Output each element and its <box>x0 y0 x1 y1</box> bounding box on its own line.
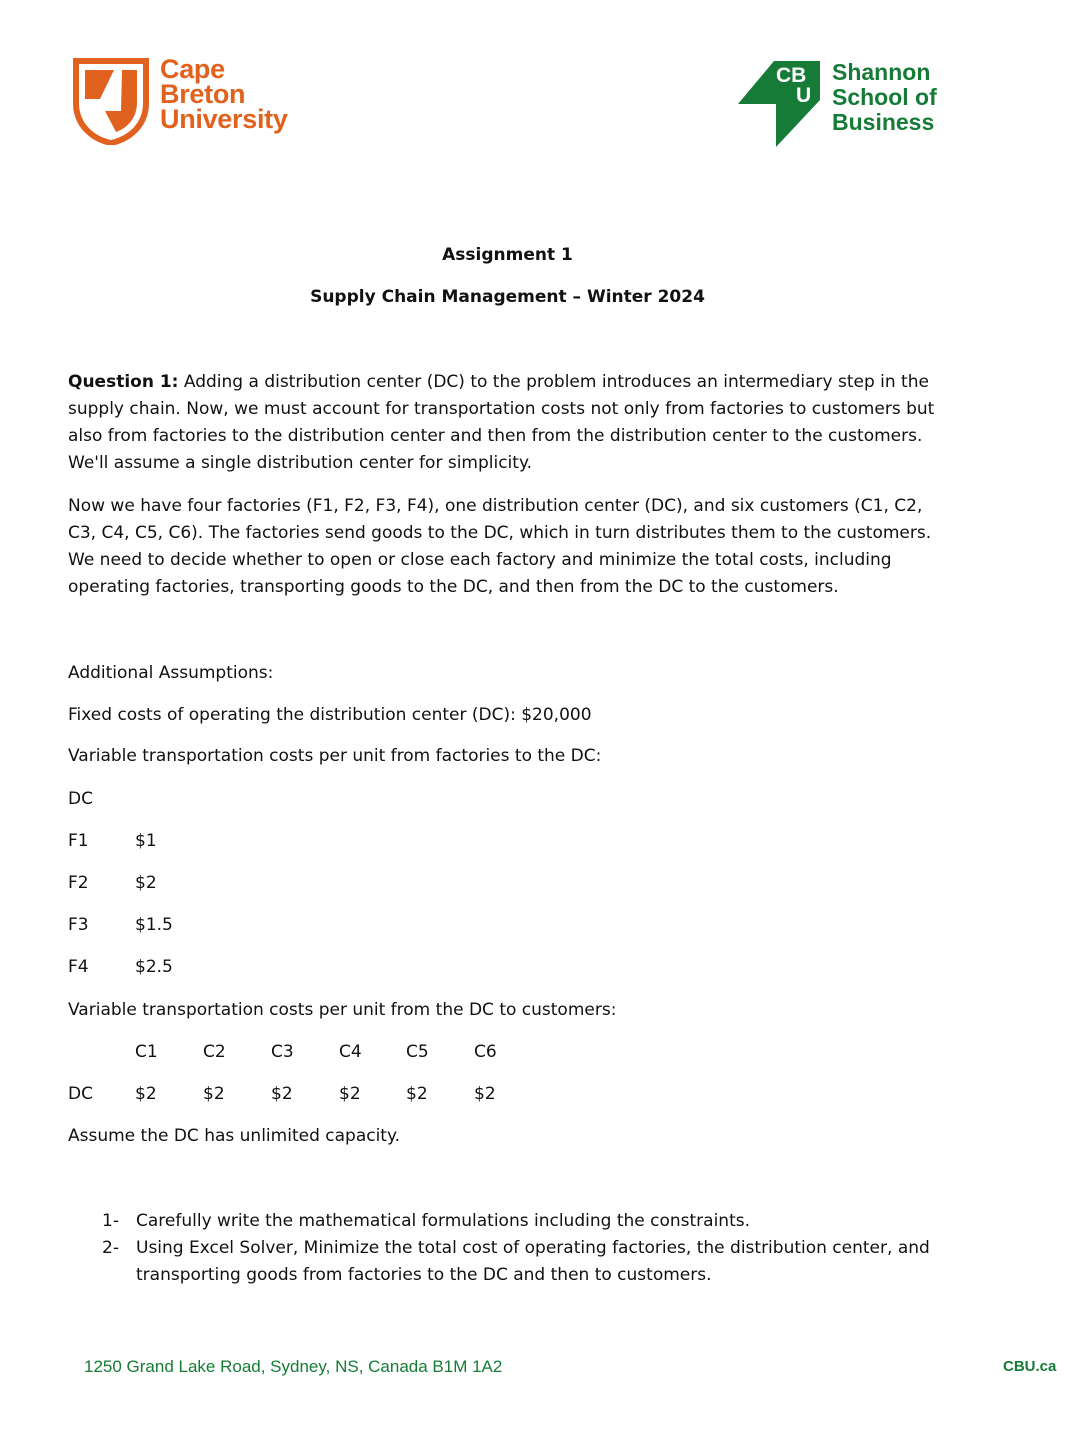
ssb-mark-bottom: U <box>796 84 812 107</box>
dc-customer-cost: $2 <box>339 1084 361 1104</box>
dc-customer-heading: Variable transportation costs per unit from the DC to customers: <box>68 1000 617 1020</box>
question-label: Question 1: <box>68 372 179 392</box>
task-number: 2- <box>102 1238 119 1258</box>
cbu-name-line3: University <box>160 104 288 134</box>
cbu-name-line1: Cape <box>160 54 225 84</box>
dc-customer-cost: $2 <box>203 1084 225 1104</box>
fixed-cost-line: Fixed costs of operating the distribution center (DC): $20,000 <box>68 705 592 725</box>
footer-url: CBU.ca <box>1003 1358 1057 1375</box>
problem-description: Now we have four factories (F1, F2, F3, F4), one distribution center (DC), and six customers (C1, C2, C3, C4, C5, C6). The factories send goods to the DC, which in turn distributes them to the customers. We need to decide whether to open or close each factory and minimize the total costs, including operating factories, transporting goods to the DC, and then from the DC to the customers. <box>68 496 932 597</box>
cbu-shield-icon <box>72 57 150 145</box>
customer-header: C1 <box>135 1042 158 1062</box>
task-text: Carefully write the mathematical formulations including the constraints. <box>136 1211 750 1231</box>
customer-header: C4 <box>339 1042 362 1062</box>
customer-header: C6 <box>474 1042 497 1062</box>
factory-dc-heading: Variable transportation costs per unit from factories to the DC: <box>68 746 602 766</box>
document-title: Assignment 1 <box>442 245 573 265</box>
cbu-name-line2: Breton <box>160 79 246 109</box>
task-text: Using Excel Solver, Minimize the total cost of operating factories, the distribution center, and transporting goods from factories to the DC and then to customers. <box>136 1238 930 1285</box>
factory-dc-cost: $1 <box>135 831 157 851</box>
dc-customer-cost: $2 <box>271 1084 293 1104</box>
question-paragraph <box>68 369 948 477</box>
footer-address: 1250 Grand Lake Road, Sydney, NS, Canada B1M 1A2 <box>84 1357 503 1376</box>
customer-header: C3 <box>271 1042 294 1062</box>
dc-row-label: DC <box>68 1084 93 1104</box>
factory-label: F3 <box>68 915 89 935</box>
capacity-note: Assume the DC has unlimited capacity. <box>68 1126 401 1146</box>
dc-customer-cost: $2 <box>406 1084 428 1104</box>
factory-label: F2 <box>68 873 89 893</box>
factory-dc-column-header: DC <box>68 789 93 809</box>
factory-dc-cost: $1.5 <box>135 915 173 935</box>
ssb-arrow-mark-icon <box>736 58 826 150</box>
assumptions-heading: Additional Assumptions: <box>68 663 274 683</box>
factory-label: F1 <box>68 831 89 851</box>
ssb-name-line2: School of <box>832 84 937 110</box>
task-number: 1- <box>102 1211 119 1231</box>
document-subtitle: Supply Chain Management – Winter 2024 <box>310 287 705 307</box>
cbu-logo <box>72 55 312 145</box>
ssb-mark-top: CB <box>776 64 807 87</box>
factory-label: F4 <box>68 957 89 977</box>
customer-header: C5 <box>406 1042 429 1062</box>
factory-dc-cost: $2 <box>135 873 157 893</box>
customer-header: C2 <box>203 1042 226 1062</box>
ssb-name-line1: Shannon <box>832 59 931 85</box>
ssb-name-line3: Business <box>832 109 935 135</box>
factory-dc-cost: $2.5 <box>135 957 173 977</box>
ssb-logo <box>736 58 966 150</box>
question-text: Adding a distribution center (DC) to the problem introduces an intermediary step in the supply chain. Now, we must account for transportation costs not only from factories to customers but also from factories to the distribution center and then from the distribution center to the customers. We'll assume a single distribution center for simplicity. <box>68 372 935 473</box>
dc-customer-cost: $2 <box>474 1084 496 1104</box>
dc-customer-cost: $2 <box>135 1084 157 1104</box>
